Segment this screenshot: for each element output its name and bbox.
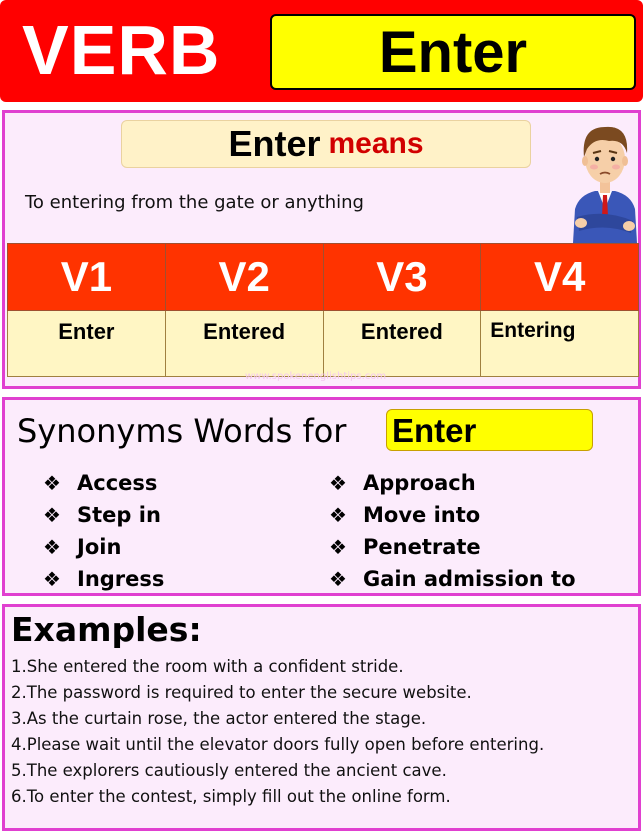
- header-v4: V4: [481, 244, 639, 311]
- form-v1: Enter: [8, 311, 166, 377]
- example-sentence: 1.She entered the room with a confident stride.: [11, 657, 404, 676]
- examples-panel: [2, 604, 641, 831]
- synonyms-panel: [2, 397, 641, 596]
- diamond-bullet-icon: ❖: [43, 471, 61, 495]
- thinking-man-arms-crossed-icon: [565, 113, 643, 243]
- synonym-item: ❖ Step in: [43, 499, 161, 531]
- diamond-bullet-icon: ❖: [329, 503, 347, 527]
- synonyms-word: Enter: [386, 409, 593, 451]
- means-box: [121, 120, 531, 168]
- form-v2: Entered: [165, 311, 323, 377]
- forms-value-row: [8, 311, 639, 377]
- header-v1: V1: [8, 244, 166, 311]
- verb-forms-table: [7, 243, 639, 377]
- header-v2: V2: [165, 244, 323, 311]
- synonym-item: ❖ Gain admission to: [329, 563, 576, 595]
- watermark: www.spokenenglishtips.com: [245, 371, 387, 382]
- header-v3: V3: [323, 244, 481, 311]
- example-sentence: 4.Please wait until the elevator doors fully open before entering.: [11, 735, 545, 754]
- diamond-bullet-icon: ❖: [329, 471, 347, 495]
- diamond-bullet-icon: ❖: [329, 567, 347, 591]
- definition-text: To entering from the gate or anything: [25, 192, 364, 213]
- means-label: means: [328, 127, 424, 160]
- header-banner: [0, 0, 643, 102]
- form-v3: Entered: [323, 311, 481, 377]
- diamond-bullet-icon: ❖: [43, 567, 61, 591]
- verb-label: VERB: [22, 11, 221, 89]
- examples-heading: Examples:: [11, 610, 202, 649]
- diamond-bullet-icon: ❖: [329, 535, 347, 559]
- synonym-item: ❖ Ingress: [43, 563, 164, 595]
- example-sentence: 2.The password is required to enter the secure website.: [11, 683, 472, 702]
- forms-header-row: [8, 244, 639, 311]
- form-v4: Entering: [481, 311, 639, 377]
- synonym-item: ❖ Approach: [329, 467, 476, 499]
- example-sentence: 5.The explorers cautiously entered the ancient cave.: [11, 761, 447, 780]
- meaning-panel: [2, 110, 641, 389]
- diamond-bullet-icon: ❖: [43, 503, 61, 527]
- title-word-box: [270, 14, 636, 90]
- example-sentence: 3.As the curtain rose, the actor entered the stage.: [11, 709, 427, 728]
- synonym-item: ❖ Penetrate: [329, 531, 481, 563]
- synonym-item: ❖ Move into: [329, 499, 480, 531]
- means-word: Enter: [228, 123, 321, 164]
- title-word: Enter: [378, 19, 528, 85]
- synonyms-heading: Synonyms Words for: [17, 412, 347, 450]
- diamond-bullet-icon: ❖: [43, 535, 61, 559]
- example-sentence: 6.To enter the contest, simply fill out the online form.: [11, 787, 451, 806]
- synonym-item: ❖ Access: [43, 467, 157, 499]
- synonym-item: ❖ Join: [43, 531, 121, 563]
